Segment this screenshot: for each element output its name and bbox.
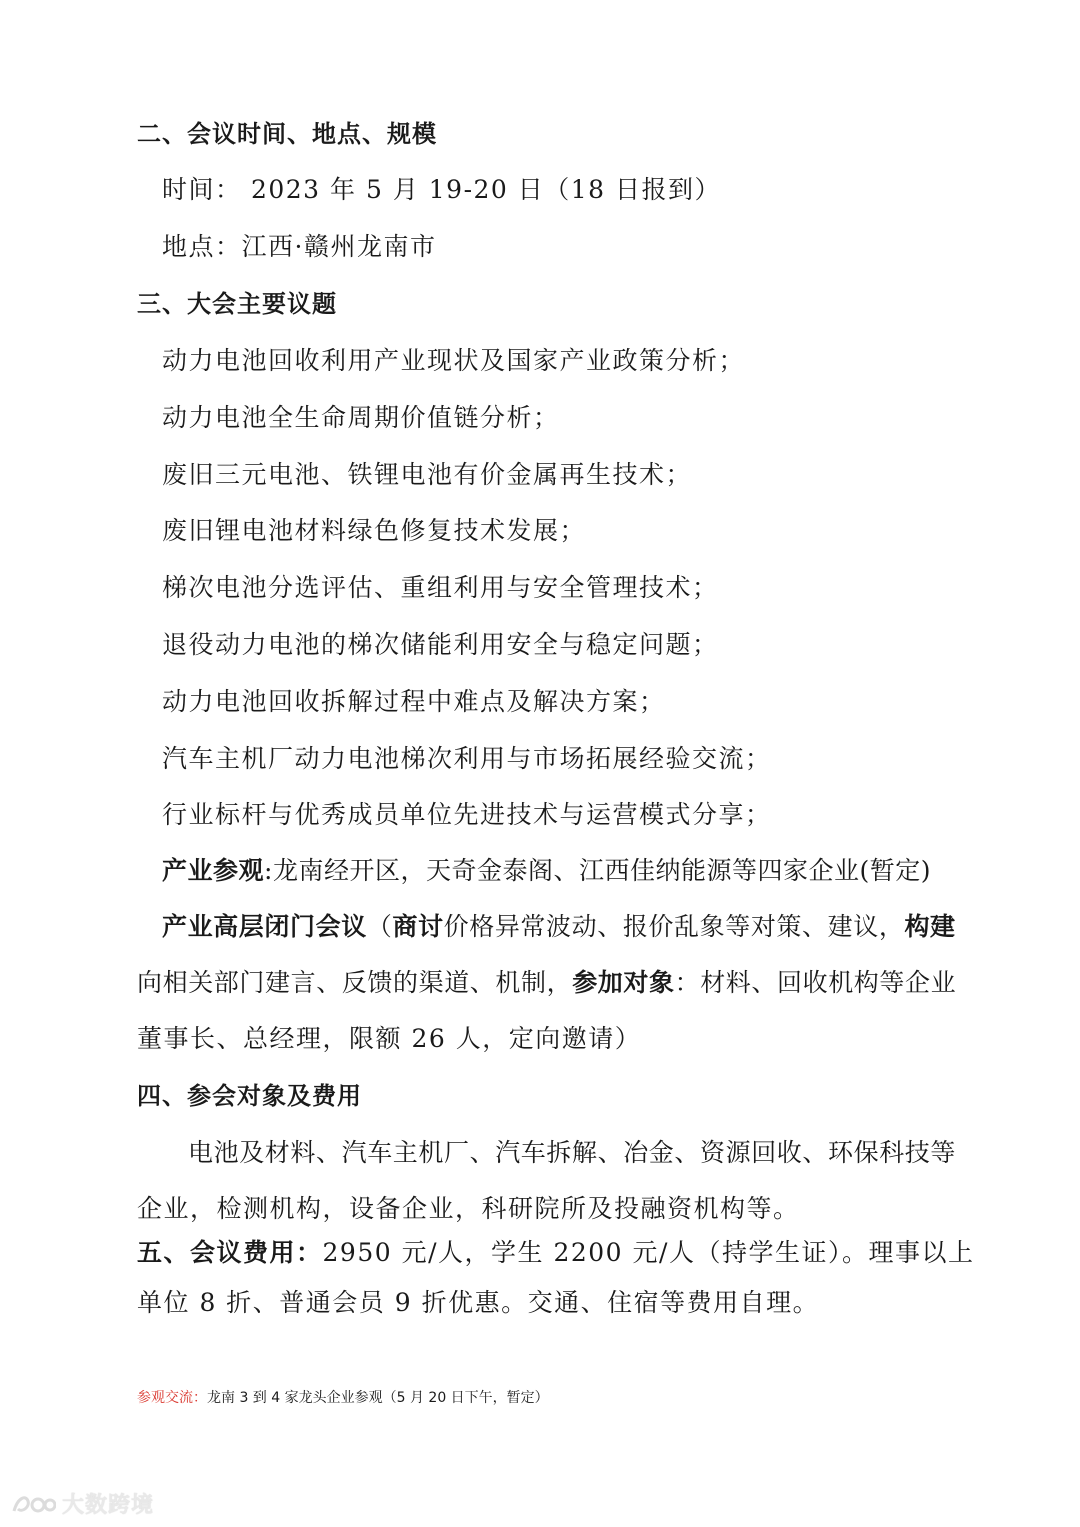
closed-meeting-discuss: 商讨 [392, 912, 444, 941]
closed-meeting-text: 向相关部门建言、反馈的渠道、机制， [137, 968, 573, 997]
industry-visit-label: 产业参观 [162, 856, 265, 885]
visit-note-label: 参观交流： [137, 1390, 207, 1406]
topic-item: 动力电池回收利用产业现状及国家产业政策分析； [162, 346, 746, 375]
meeting-time: 时间： 2023 年 5 月 19-20 日（18 日报到） [162, 175, 722, 204]
fees-text: 2950 元/人，学生 2200 元/人（持学生证）。理事以上 [322, 1238, 975, 1267]
logo-icon [10, 1491, 56, 1517]
topic-item: 废旧锂电池材料绿色修复技术发展； [162, 516, 587, 545]
closed-meeting-line2 [137, 967, 956, 999]
closed-meeting-text: 价格异常波动、报价乱象等对策、建议， [443, 912, 905, 941]
industry-visit-text: :龙南经开区，天奇金泰阁、江西佳纳能源等四家企业(暂定) [264, 856, 931, 885]
closed-meeting-label: 产业高层闭门会议 [162, 912, 367, 941]
closed-meeting-paren: （ [366, 912, 393, 941]
fees-line2: 单位 8 折、普通会员 9 折优惠。交通、住宿等费用自理。 [137, 1288, 820, 1317]
topic-item: 行业标杆与优秀成员单位先进技术与运营模式分享； [162, 800, 772, 829]
topic-item: 动力电池回收拆解过程中难点及解决方案； [162, 687, 666, 716]
section5-heading: 五、会议费用： [137, 1238, 323, 1267]
visit-note-text: 龙南 3 到 4 家龙头企业参观（5 月 20 日下午，暂定） [207, 1390, 549, 1406]
fees-line1 [137, 1237, 974, 1269]
topic-item: 梯次电池分选评估、重组利用与安全管理技术； [162, 573, 719, 602]
meeting-place: 地点：江西·赣州龙南市 [162, 232, 437, 261]
industry-visit [162, 855, 931, 887]
watermark-text: 大数跨境 [62, 1493, 155, 1518]
section2-heading: 二、会议时间、地点、规模 [137, 120, 437, 148]
section4-heading: 四、参会对象及费用 [137, 1082, 362, 1110]
closed-meeting-build: 构建 [904, 912, 956, 941]
topic-item: 动力电池全生命周期价值链分析； [162, 403, 560, 432]
closed-meeting-line1 [162, 911, 956, 943]
visit-note [137, 1388, 549, 1408]
topic-item: 汽车主机厂动力电池梯次利用与市场拓展经验交流； [162, 744, 772, 773]
closed-meeting-text: ：材料、回收机构等企业 [674, 968, 957, 997]
closed-meeting-participants: 参加对象 [572, 968, 675, 997]
closed-meeting-line3: 董事长、总经理，限额 26 人，定向邀请） [137, 1024, 642, 1053]
topic-item: 退役动力电池的梯次储能利用安全与稳定问题； [162, 630, 719, 659]
section3-heading: 三、大会主要议题 [137, 290, 337, 318]
attendees-line1: 电池及材料、汽车主机厂、汽车拆解、冶金、资源回收、环保科技等 [188, 1138, 957, 1167]
watermark [10, 1488, 154, 1519]
topic-item: 废旧三元电池、铁锂电池有价金属再生技术； [162, 460, 693, 489]
attendees-line2: 企业，检测机构，设备企业，科研院所及投融资机构等。 [137, 1194, 800, 1223]
